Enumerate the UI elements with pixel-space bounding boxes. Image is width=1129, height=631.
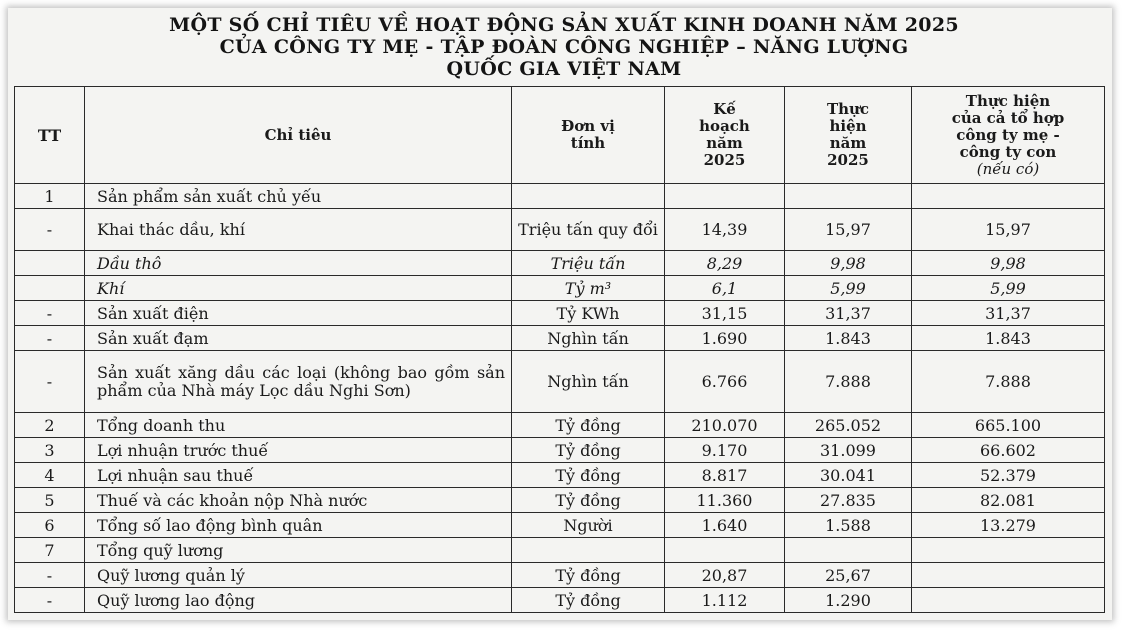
cell-group bbox=[912, 538, 1105, 563]
header-plan-line: năm bbox=[706, 134, 743, 152]
cell-tt: 3 bbox=[15, 438, 85, 463]
cell-unit: Tỷ đồng bbox=[512, 413, 665, 438]
cell-group bbox=[912, 588, 1105, 613]
cell-actual: 265.052 bbox=[785, 413, 912, 438]
cell-plan: 1.640 bbox=[665, 513, 785, 538]
header-group-line: của cả tổ hợp bbox=[951, 108, 1065, 127]
cell-actual bbox=[785, 538, 912, 563]
cell-indicator: Quỹ lương lao động bbox=[85, 588, 512, 613]
cell-tt bbox=[15, 251, 85, 276]
cell-indicator: Khí bbox=[85, 276, 512, 301]
header-row bbox=[15, 87, 1105, 184]
cell-group: 66.602 bbox=[912, 438, 1105, 463]
header-actual-line: năm bbox=[829, 134, 867, 152]
cell-unit bbox=[512, 538, 665, 563]
cell-indicator: Thuế và các khoản nộp Nhà nước bbox=[85, 488, 512, 513]
cell-plan: 1.112 bbox=[665, 588, 785, 613]
cell-indicator: Sản xuất đạm bbox=[85, 326, 512, 351]
cell-indicator: Sản phẩm sản xuất chủ yếu bbox=[85, 184, 512, 209]
cell-plan: 14,39 bbox=[665, 209, 785, 251]
cell-unit: Tỷ đồng bbox=[512, 563, 665, 588]
cell-group: 31,37 bbox=[912, 301, 1105, 326]
cell-actual: 31,37 bbox=[785, 301, 912, 326]
cell-actual: 1.843 bbox=[785, 326, 912, 351]
header-plan-line: hoạch bbox=[699, 117, 750, 135]
cell-group: 52.379 bbox=[912, 463, 1105, 488]
table-row bbox=[15, 513, 1105, 538]
table-row bbox=[15, 184, 1105, 209]
cell-tt: - bbox=[15, 209, 85, 251]
cell-unit: Triệu tấn quy đổi bbox=[512, 209, 665, 251]
cell-plan: 8.817 bbox=[665, 463, 785, 488]
header-plan-line: Kế bbox=[713, 100, 736, 118]
cell-unit: Tỷ đồng bbox=[512, 463, 665, 488]
cell-group: 1.843 bbox=[912, 326, 1105, 351]
cell-indicator: Lợi nhuận trước thuế bbox=[85, 438, 512, 463]
cell-plan: 6,1 bbox=[665, 276, 785, 301]
cell-plan: 9.170 bbox=[665, 438, 785, 463]
table-row bbox=[15, 276, 1105, 301]
header-group-note: (nếu có) bbox=[976, 159, 1040, 178]
header-actual bbox=[785, 87, 912, 184]
cell-actual: 7.888 bbox=[785, 351, 912, 413]
cell-plan bbox=[665, 538, 785, 563]
cell-tt: 7 bbox=[15, 538, 85, 563]
cell-indicator: Khai thác dầu, khí bbox=[85, 209, 512, 251]
cell-indicator: Tổng quỹ lương bbox=[85, 538, 512, 563]
cell-indicator: Tổng số lao động bình quân bbox=[85, 513, 512, 538]
cell-actual: 9,98 bbox=[785, 251, 912, 276]
cell-plan bbox=[665, 184, 785, 209]
cell-group: 665.100 bbox=[912, 413, 1105, 438]
cell-actual: 30.041 bbox=[785, 463, 912, 488]
cell-group: 9,98 bbox=[912, 251, 1105, 276]
table-row bbox=[15, 463, 1105, 488]
cell-indicator: Tổng doanh thu bbox=[85, 413, 512, 438]
cell-unit: Tỷ KWh bbox=[512, 301, 665, 326]
cell-tt: 2 bbox=[15, 413, 85, 438]
cell-plan: 20,87 bbox=[665, 563, 785, 588]
header-actual-line: 2025 bbox=[827, 151, 869, 169]
header-plan-line: 2025 bbox=[703, 151, 746, 169]
cell-group bbox=[912, 184, 1105, 209]
cell-actual: 27.835 bbox=[785, 488, 912, 513]
cell-unit: Tỷ m³ bbox=[512, 276, 665, 301]
cell-group: 15,97 bbox=[912, 209, 1105, 251]
header-tt: TT bbox=[15, 87, 85, 184]
table-row bbox=[15, 251, 1105, 276]
header-unit bbox=[512, 87, 665, 184]
cell-actual: 25,67 bbox=[785, 563, 912, 588]
cell-indicator: Sản xuất điện bbox=[85, 301, 512, 326]
cell-actual: 5,99 bbox=[785, 276, 912, 301]
title-line-1: MỘT SỐ CHỈ TIÊU VỀ HOẠT ĐỘNG SẢN XUẤT KINH DOANH NĂM 2025 bbox=[169, 14, 959, 36]
cell-indicator: Sản xuất xăng dầu các loại (không bao gồm sản phẩm của Nhà máy Lọc dầu Nghi Sơn) bbox=[85, 351, 512, 413]
cell-plan: 210.070 bbox=[665, 413, 785, 438]
cell-plan: 6.766 bbox=[665, 351, 785, 413]
cell-actual: 31.099 bbox=[785, 438, 912, 463]
table-row bbox=[15, 588, 1105, 613]
header-group-line: Thực hiện bbox=[965, 91, 1051, 110]
cell-unit: Nghìn tấn bbox=[512, 351, 665, 413]
cell-plan: 8,29 bbox=[665, 251, 785, 276]
header-actual-line: Thực bbox=[826, 100, 870, 118]
table-row bbox=[15, 351, 1105, 413]
cell-tt: 1 bbox=[15, 184, 85, 209]
cell-tt bbox=[15, 276, 85, 301]
cell-actual: 15,97 bbox=[785, 209, 912, 251]
table-row bbox=[15, 538, 1105, 563]
header-unit-line: tính bbox=[570, 134, 606, 152]
cell-tt: 5 bbox=[15, 488, 85, 513]
cell-unit: Tỷ đồng bbox=[512, 588, 665, 613]
cell-plan: 31,15 bbox=[665, 301, 785, 326]
table-row bbox=[15, 209, 1105, 251]
cell-tt: - bbox=[15, 326, 85, 351]
title-line-2: CỦA CÔNG TY MẸ - TẬP ĐOÀN CÔNG NGHIỆP – NĂNG LƯỢNG bbox=[219, 36, 909, 58]
cell-tt: - bbox=[15, 588, 85, 613]
cell-tt: - bbox=[15, 563, 85, 588]
cell-indicator: Quỹ lương quản lý bbox=[85, 563, 512, 588]
header-group bbox=[912, 87, 1105, 184]
cell-unit: Nghìn tấn bbox=[512, 326, 665, 351]
cell-tt: 4 bbox=[15, 463, 85, 488]
cell-group: 13.279 bbox=[912, 513, 1105, 538]
cell-group: 7.888 bbox=[912, 351, 1105, 413]
cell-plan: 11.360 bbox=[665, 488, 785, 513]
cell-unit: Tỷ đồng bbox=[512, 438, 665, 463]
document-title bbox=[14, 14, 1114, 80]
cell-group: 5,99 bbox=[912, 276, 1105, 301]
cell-indicator: Dầu thô bbox=[85, 251, 512, 276]
title-line-3: QUỐC GIA VIỆT NAM bbox=[446, 58, 682, 80]
cell-unit: Người bbox=[512, 513, 665, 538]
header-unit-line: Đơn vị bbox=[561, 117, 615, 135]
cell-unit: Triệu tấn bbox=[512, 251, 665, 276]
table-row bbox=[15, 326, 1105, 351]
header-group-line: công ty con bbox=[959, 142, 1057, 161]
cell-actual: 1.588 bbox=[785, 513, 912, 538]
table-row bbox=[15, 301, 1105, 326]
cell-plan: 1.690 bbox=[665, 326, 785, 351]
cell-indicator: Lợi nhuận sau thuế bbox=[85, 463, 512, 488]
cell-actual bbox=[785, 184, 912, 209]
cell-unit bbox=[512, 184, 665, 209]
cell-actual: 1.290 bbox=[785, 588, 912, 613]
header-plan bbox=[665, 87, 785, 184]
cell-tt: - bbox=[15, 301, 85, 326]
cell-tt: - bbox=[15, 351, 85, 413]
indicator-table bbox=[14, 86, 1105, 613]
cell-tt: 6 bbox=[15, 513, 85, 538]
table-row bbox=[15, 438, 1105, 463]
header-group-line: công ty mẹ - bbox=[956, 125, 1060, 144]
table-row bbox=[15, 563, 1105, 588]
table-row bbox=[15, 413, 1105, 438]
cell-unit: Tỷ đồng bbox=[512, 488, 665, 513]
cell-group bbox=[912, 563, 1105, 588]
cell-group: 82.081 bbox=[912, 488, 1105, 513]
header-actual-line: hiện bbox=[829, 117, 867, 135]
table-row bbox=[15, 488, 1105, 513]
header-indicator: Chỉ tiêu bbox=[85, 87, 512, 184]
